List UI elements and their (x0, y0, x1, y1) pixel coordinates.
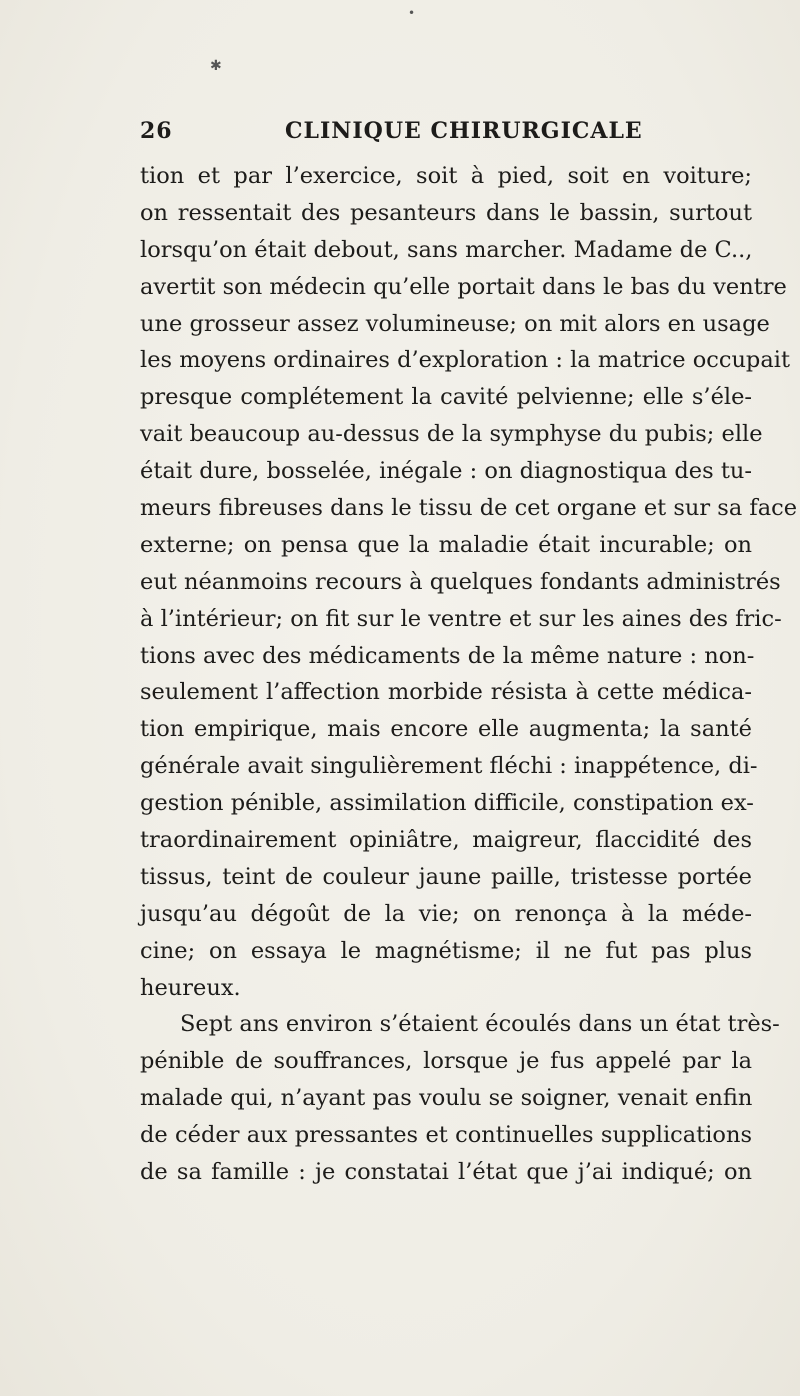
text-line: tion et par l’exercice, soit à pied, soit en voiture; (140, 163, 752, 189)
text-line: de céder aux pressantes et continuelles supplications (140, 1122, 752, 1149)
text-line: pénible de souffrances, lorsque je fus appelé par la (140, 1048, 752, 1075)
text-line: générale avait singulièrement fléchi : inappétence, di- (140, 753, 758, 780)
text-line: avertit son médecin qu’elle portait dans le bas du ventre (140, 273, 787, 300)
page-header (140, 118, 740, 148)
text-line: était dure, bosselée, inégale : on diagnostiqua des tu- (140, 458, 752, 485)
text-line: eut néanmoins recours à quelques fondants administrés (140, 568, 781, 595)
text-line: seulement l’affection morbide résista à cette médica- (140, 679, 752, 706)
text-line: on ressentait des pesanteurs dans le bassin, surtout (140, 199, 752, 226)
text-line: gestion pénible, assimilation difficile, constipation ex- (140, 790, 754, 817)
ink-speck: ✱ (210, 58, 222, 74)
paragraph-end-line: heureux. (140, 974, 241, 1001)
text-line: tissus, teint de couleur jaune paille, tristesse portée (140, 863, 752, 890)
text-line: une grosseur assez volumineuse; on mit alors en usage (140, 310, 770, 337)
text-line: presque complétement la cavité pelvienne; elle s’éle- (140, 384, 752, 411)
text-line: externe; on pensa que la maladie était incurable; on (140, 531, 752, 558)
page-number: 26 (140, 118, 173, 144)
body-text (140, 158, 798, 1191)
text-line: malade qui, n’ayant pas voulu se soigner, venait enfin (140, 1085, 753, 1112)
text-line: de sa famille : je constatai l’état que j’ai indiqué; on (140, 1159, 752, 1186)
text-line: jusqu’au dégoût de la vie; on renonça à la méde- (140, 900, 752, 927)
text-line: meurs fibreuses dans le tissu de cet organe et sur sa face (140, 495, 798, 522)
running-head: CLINIQUE CHIRURGICALE (285, 118, 643, 144)
text-line: tions avec des médicaments de la même nature : non- (140, 642, 755, 669)
text-line: les moyens ordinaires d’exploration : la matrice occupait (140, 347, 790, 374)
text-line: tion empirique, mais encore elle augmenta; la santé (140, 716, 752, 743)
text-line: cine; on essaya le magnétisme; il ne fut pas plus (140, 937, 752, 964)
paragraph-start-line: Sept ans environ s’étaient écoulés dans un état très- (180, 1011, 780, 1038)
ink-speck: • (408, 6, 416, 20)
text-line: à l’intérieur; on fit sur le ventre et sur les aines des fric- (140, 605, 782, 632)
text-line: lorsqu’on était debout, sans marcher. Madame de C.., (140, 236, 753, 263)
text-line: vait beaucoup au-dessus de la symphyse du pubis; elle (140, 421, 763, 448)
text-line: traordinairement opiniâtre, maigreur, flaccidité des (140, 827, 752, 854)
